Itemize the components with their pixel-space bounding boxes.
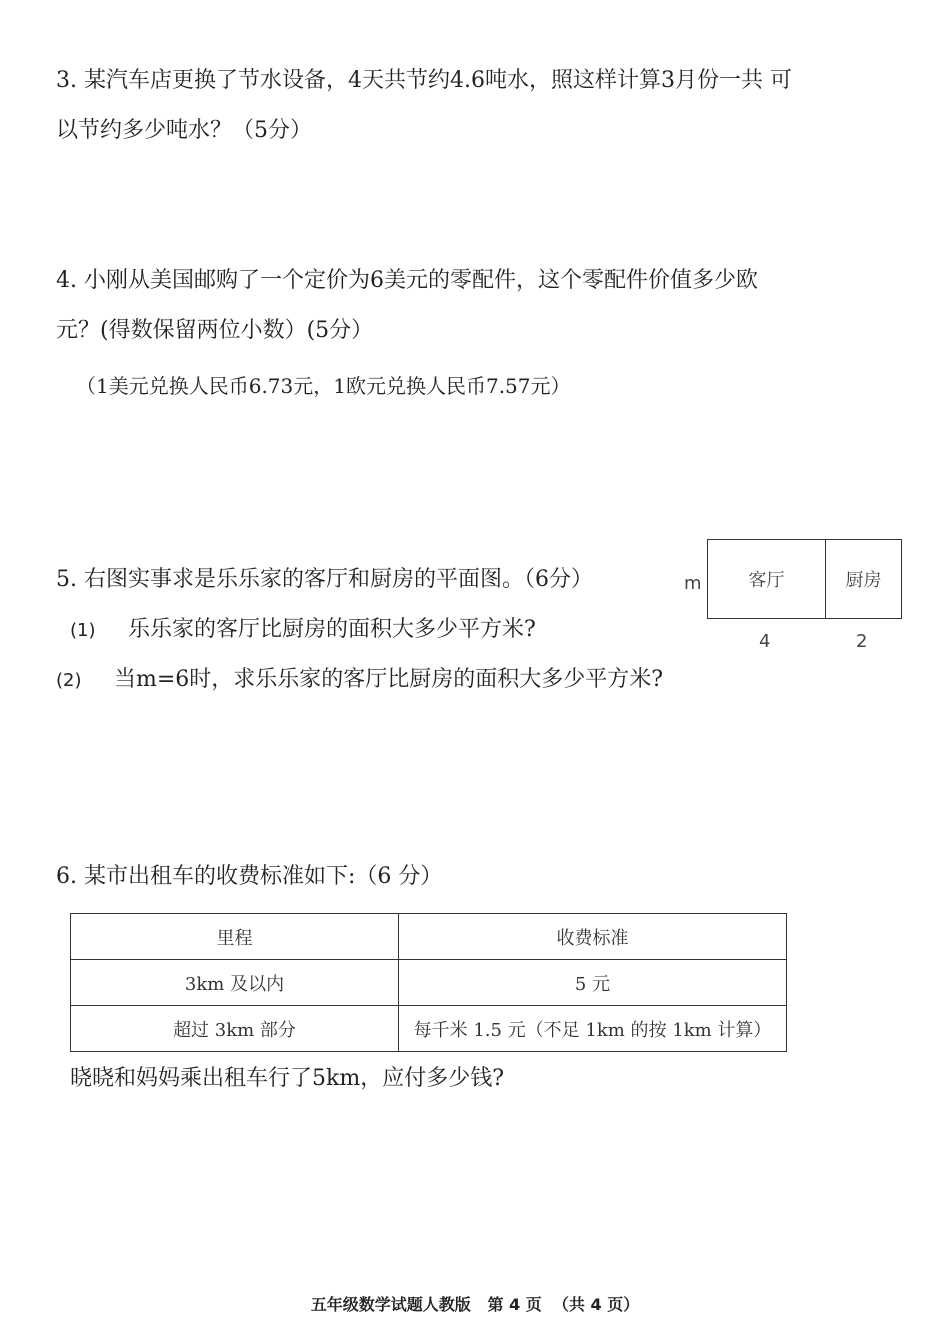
q4-line1: 4. 小刚从美国邮购了一个定价为6美元的零配件，这个零配件价值多少欧 <box>56 268 758 293</box>
table-header-distance: 里程 <box>71 914 399 960</box>
fare-table <box>70 913 787 1052</box>
plan-kitchen-width: 2 <box>856 631 868 652</box>
q3-line2: 以节约多少吨水？（5分） <box>56 118 312 143</box>
table-cell-distance: 3km 及以内 <box>71 960 399 1006</box>
table-row <box>71 1006 787 1052</box>
q3-line1: 3. 某汽车店更换了节水设备，4天共节约4.6吨水，照这样计算3月份一共 可 <box>56 68 792 93</box>
table-header-row <box>71 914 787 960</box>
plan-height-label: m <box>684 573 702 594</box>
q4-exchange-note: （1美元兑换人民币6.73元，1欧元兑换人民币7.57元） <box>76 374 571 398</box>
q6-question: 晓晓和妈妈乘出租车行了5km，应付多少钱? <box>70 1066 504 1091</box>
page-footer: 五年级数学试题人教版 第 4 页 （共 4 页） <box>310 1295 640 1314</box>
q5-sub2-number: (2) <box>56 670 82 691</box>
q5-sub1-number: (1) <box>70 620 96 641</box>
q5-sub1-text: 乐乐家的客厅比厨房的面积大多少平方米? <box>128 617 536 642</box>
plan-living-room: 客厅 <box>708 540 826 618</box>
q6-title: 6. 某市出租车的收费标准如下:（6 分） <box>56 864 443 889</box>
table-header-fare: 收费标准 <box>399 914 787 960</box>
q5-title: 5. 右图实事求是乐乐家的客厅和厨房的平面图。（6分） <box>56 567 593 592</box>
table-cell-distance: 超过 3km 部分 <box>71 1006 399 1052</box>
floor-plan <box>707 539 902 619</box>
table-cell-fare: 每千米 1.5 元（不足 1km 的按 1km 计算） <box>399 1006 787 1052</box>
q4-line2: 元？(得数保留两位小数）(5分） <box>56 318 374 343</box>
table-row <box>71 960 787 1006</box>
plan-living-width: 4 <box>759 631 771 652</box>
q5-sub2-text: 当m=6时，求乐乐家的客厅比厨房的面积大多少平方米? <box>114 667 664 692</box>
table-cell-fare: 5 元 <box>399 960 787 1006</box>
plan-kitchen: 厨房 <box>845 570 882 591</box>
